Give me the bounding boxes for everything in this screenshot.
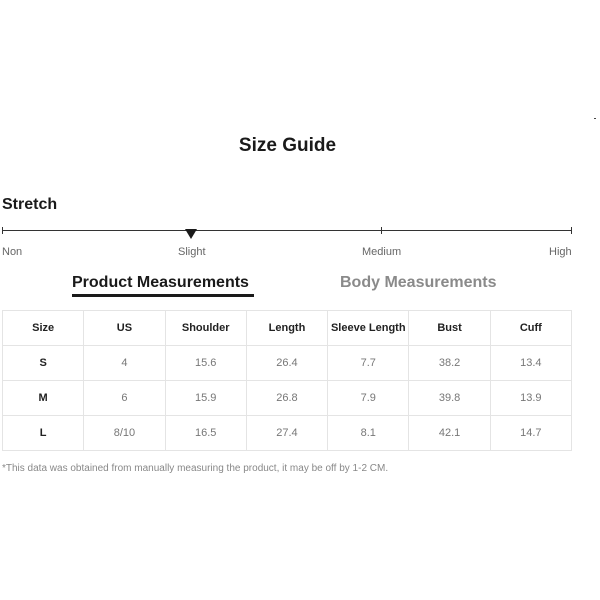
table-cell: 7.7: [328, 346, 409, 381]
table-cell: 15.6: [165, 346, 246, 381]
stretch-label: Stretch: [2, 196, 58, 213]
table-cell: 4: [84, 346, 165, 381]
stretch-tick-medium: [381, 227, 382, 234]
table-cell: 13.9: [490, 381, 571, 416]
stretch-level-non: Non: [2, 246, 23, 258]
decorative-mark: [594, 118, 596, 119]
table-cell: 16.5: [165, 416, 246, 451]
active-tab-underline: [72, 294, 254, 297]
measurement-disclaimer: *This data was obtained from manually measuring the product, it may be off by 1-2 CM.: [2, 463, 389, 474]
table-cell-size: S: [3, 346, 84, 381]
table-cell-size: L: [3, 416, 84, 451]
table-cell: 14.7: [490, 416, 571, 451]
table-row: [3, 381, 572, 416]
column-header-us: US: [84, 311, 165, 346]
table-cell: 15.9: [165, 381, 246, 416]
table-cell: 38.2: [409, 346, 490, 381]
table-cell: 7.9: [328, 381, 409, 416]
table-cell: 13.4: [490, 346, 571, 381]
table-row: [3, 416, 572, 451]
table-cell: 39.8: [409, 381, 490, 416]
page-title: Size Guide: [238, 135, 337, 156]
table-row: [3, 346, 572, 381]
column-header-sleeve-length: Sleeve Length: [328, 311, 409, 346]
table-cell: 26.4: [246, 346, 327, 381]
tab-body-measurements[interactable]: Body Measurements: [340, 274, 497, 291]
size-table: [2, 310, 572, 451]
tab-product-measurements[interactable]: Product Measurements: [72, 274, 249, 291]
column-header-size: Size: [3, 311, 84, 346]
stretch-level-slight: Slight: [178, 246, 206, 258]
table-cell: 42.1: [409, 416, 490, 451]
stretch-level-medium: Medium: [362, 246, 402, 258]
stretch-tick-non: [2, 227, 3, 234]
table-cell: 26.8: [246, 381, 327, 416]
column-header-cuff: Cuff: [490, 311, 571, 346]
table-cell-size: M: [3, 381, 84, 416]
table-cell: 8/10: [84, 416, 165, 451]
stretch-pointer-icon: [185, 229, 197, 239]
table-cell: 27.4: [246, 416, 327, 451]
column-header-shoulder: Shoulder: [165, 311, 246, 346]
stretch-scale-line: [2, 230, 572, 231]
table-header-row: [3, 311, 572, 346]
column-header-bust: Bust: [409, 311, 490, 346]
table-cell: 8.1: [328, 416, 409, 451]
column-header-length: Length: [246, 311, 327, 346]
stretch-level-high: High: [549, 246, 572, 258]
table-cell: 6: [84, 381, 165, 416]
stretch-tick-high: [571, 227, 572, 234]
